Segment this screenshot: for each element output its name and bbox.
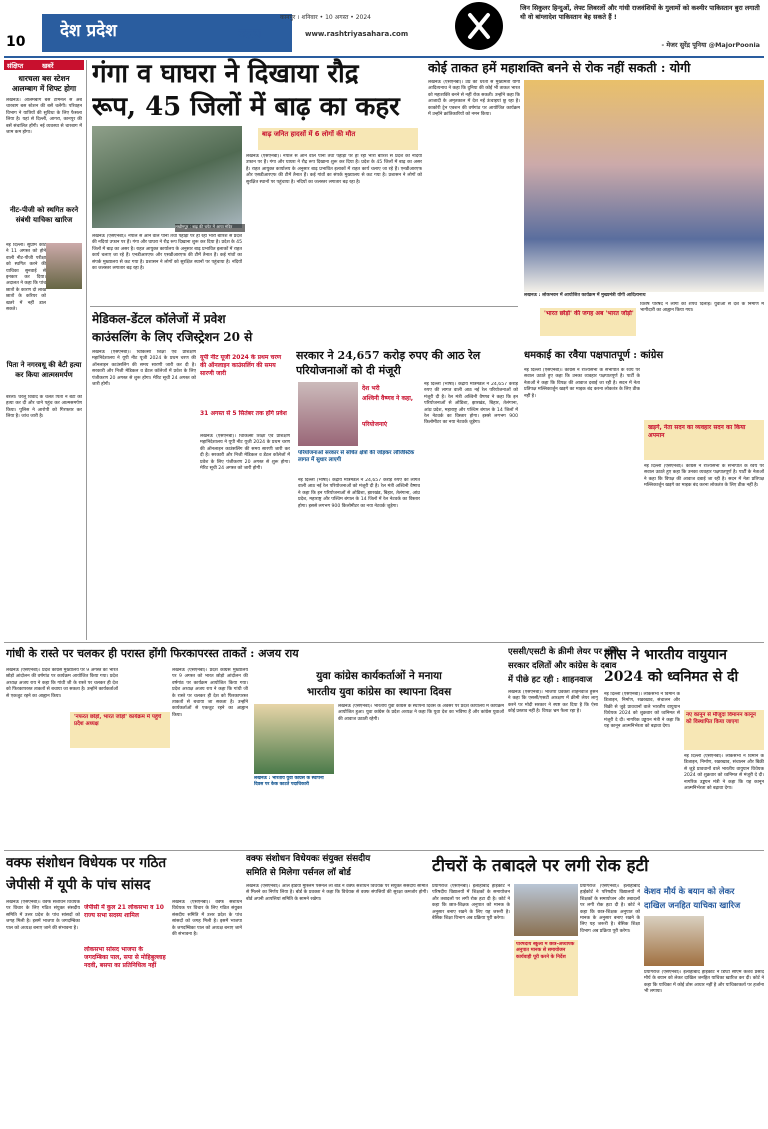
gandhi-headline: गांधी के रास्ते पर चलकर ही परास्त होंगी फिरकापरस्त ताकतें : अजय राय [6, 647, 299, 660]
medical-body-2: लखनऊ (एसएनबी)। चिकित्सा शिक्षा एवं प्रशिक्षण महानिदेशालय ने यूपी नीट यूजी 2024 के प्रथम चरण की ऑनलाइन काउंसलिंग की समय सारणी जारी कर दी है। सरकारी और निजी मेडिकल व डेंटल कॉलेजों में प्रवेश के लिए पंजीकरण 20 अगस्त से शुरू होगा। मेरिट सूची 24 अगस्त को जारी होगी। [200, 434, 290, 472]
keshav-headline-1: केशव मौर्य के बयान को लेकर [644, 886, 735, 896]
flood-headline-1: गंगा व घाघरा ने दिखाया रौद्र [92, 59, 359, 89]
photo-flood-temple [92, 126, 242, 228]
aviation-headline-1: लोस ने भारतीय वायुयान [604, 647, 727, 663]
lower-rule [4, 850, 764, 851]
photo-youth-congress [254, 704, 334, 774]
page-header [0, 0, 768, 56]
x-logo-icon [455, 2, 503, 50]
medical-bullet-1: यूपी नीट यूजी 2024 के प्रथम चरण की ऑनलाइन काउंसलिंग की समय सारणी जारी [200, 354, 282, 377]
yogi-caption: लखनऊ : लोकभवन में आयोजित कार्यक्रम में मुख्यमंत्री योगी आदित्यनाथ [524, 293, 646, 298]
youth-caption: लखनऊ : भारतीय युवा कांग्रेस के स्थापना दिवस पर केक काटते पदाधिकारी [254, 776, 324, 787]
teachers-body-2: प्रयागराज (एसएनबी)। इलाहाबाद हाईकोर्ट ने परिषदीय विद्यालयों में शिक्षकों के समायोजन और तबादलों पर लगी रोक हटा दी है। कोर्ट ने कहा कि छात्र-शिक्षक अनुपात को मानक के अनुसार बनाए रखने के लिए यह जरूरी है। बेसिक शिक्षा विभाग अब प्रक्रिया पूरी करेगा। [580, 884, 640, 934]
project-body: नई दिल्ली (भाषा)। केंद्रीय मंत्रिमंडल ने 24,657 करोड़ रुपए की लागत वाली आठ नई रेल परियोजनाओं को मंजूरी दी है। रेल मंत्री अश्विनी वैष्णव ने कहा कि इन परियोजनाओं से ओडिशा, झारखंड, बिहार, तेलंगाना, आंध्र प्रदेश, महाराष्ट्र और पश्चिम बंगाल के 14 जिलों में रेल नेटवर्क का विस्तार होगा। इससे लगभग 900 किलोमीटर का नया नेटवर्क जुड़ेगा। [298, 478, 420, 509]
brief-item-1-body: लखनऊ। आलमबाग बस टर्मिनल से अब चारबाग बस स्टेशन की बसें चलेंगी। परिवहन विभाग ने यात्रियों की सुविधा के लिए फैसला लिया है। यहां से दिल्ली, आगरा, कानपुर की बसें संचालित होंगी। नई व्यवस्था से चारबाग में जाम कम होगा। [6, 98, 82, 136]
yogi-headline: कोई ताकत हमें महाशक्ति बनने से रोक नहीं सकती : योगी [428, 60, 691, 75]
brief-item-2-headline: नीट-पीजी को स्थगित करने संबंधी याचिका खारिज [9, 205, 79, 224]
sp-headline-1: एससी/एसटी के क्रीमी लेयर पर मोदी [508, 646, 619, 656]
waqf-body: लखनऊ (एसएनबी)। वक्फ संशोधन विधेयक पर विचार के लिए गठित संयुक्त संसदीय समिति में उत्तर प्रदेश के पांच सांसदों को जगह मिली है। इसमें भाजपा के जगदम्बिका पाल को अध्यक्ष बनाए जाने की संभावना है। [6, 900, 80, 931]
aviation-inset: नए कानून से मौजूदा विमानन कानून को विस्थापित किया जाएगा [686, 712, 756, 725]
gandhi-body-2: लखनऊ (एसएनबी)। प्रदेश कांग्रेस मुख्यालय पर 9 अगस्त को भारत छोड़ो आंदोलन की वर्षगांठ पर कार्यक्रम आयोजित किया गया। प्रदेश अध्यक्ष अजय राय ने कहा कि गांधी जी के रास्ते पर चलकर ही देश को फिरकापरस्त ताकतों से बचाया जा सकता है। उन्होंने कार्यकर्ताओं से एकजुट रहने का आह्वान किया। [172, 668, 248, 718]
aviation-body: नई दिल्ली (एसएनबी)। लोकसभा ने विमान के डिजाइन, निर्माण, रखरखाव, संचालन और बिक्री से जुड़े प्रावधानों वाले भारतीय वायुयान विधेयक 2024 को शुक्रवार को ध्वनिमत से मंजूरी दे दी। नागरिक उड्डयन मंत्री ने कहा कि यह कानून आत्मनिर्भरता को बढ़ावा देगा। [604, 692, 680, 730]
waqf-bullet-1: जेपीसी में कुल 21 लोकसभा व 10 राज्य सभा सदस्य शामिल [84, 904, 164, 919]
sp-headline-2: सरकार दलितों और कांग्रेस के दबाव [508, 660, 617, 670]
waqf2-body: लखनऊ (एसएनबी)। ऑल इंडिया मुस्लिम पर्सनल लॉ बोर्ड ने वक्फ संशोधन विधेयक पर संयुक्त संसदीय समिति से मिलने का निर्णय लिया है। बोर्ड के प्रवक्ता ने कहा कि विधेयक से वक्फ संपत्तियों की सुरक्षा कमजोर होगी। बोर्ड अपनी आपत्तियां समिति के सामने रखेगा। [246, 884, 428, 902]
page-number: 10 [6, 34, 26, 50]
aviation-body-2: नई दिल्ली (एसएनबी)। लोकसभा ने विमान के डिजाइन, निर्माण, रखरखाव, संचालन और बिक्री से जुड़े प्रावधानों वाले भारतीय वायुयान विधेयक 2024 को शुक्रवार को ध्वनिमत से मंजूरी दे दी। नागरिक उड्डयन मंत्री ने कहा कि यह कानून आत्मनिर्भरता को बढ़ावा देगा। [684, 754, 764, 792]
yogi-inset: 'भारत छोड़ो' की जगह अब 'भारत जोड़ो' [544, 310, 634, 317]
keshav-headline-2: दाखिल जनहित याचिका खारिज [644, 900, 741, 910]
project-inset-2: अश्विनी वैष्णव ने कहा, [362, 395, 414, 402]
project-body-2: नई दिल्ली (भाषा)। केंद्रीय मंत्रिमंडल ने 24,657 करोड़ रुपए की लागत वाली आठ नई रेल परियोजनाओं को मंजूरी दी है। रेल मंत्री अश्विनी वैष्णव ने कहा कि इन परियोजनाओं से ओडिशा, झारखंड, बिहार, तेलंगाना, आंध्र प्रदेश, महाराष्ट्र और पश्चिम बंगाल के 14 जिलों में रेल नेटवर्क का विस्तार होगा। इससे लगभग 900 किलोमीटर का नया नेटवर्क जुड़ेगा। [424, 382, 518, 426]
sp-body: लखनऊ (एसएनबी)। भाजपा प्रवक्ता शाहनवाज हुसैन ने कहा कि एससी/एसटी आरक्षण में क्रीमी लेयर लागू करने पर मोदी सरकार ने स्पष्ट कर दिया है कि ऐसा कोई प्रस्ताव नहीं है। विपक्ष भ्रम फैला रहा है। [508, 690, 598, 715]
waqf2-headline-2: समिति से मिलेगा पर्सनल लॉ बोर्ड [246, 868, 351, 878]
gandhi-quote: 'नफरत छोड़ो, भारत जोड़ो' कार्यक्रम में पहुंचे प्रदेश अध्यक्ष [74, 714, 162, 728]
brief-item-3-body: बरेली। घरेलू विवाद के चलते पिता ने बेटी की हत्या कर दी और थाने पहुंच कर आत्मसमर्पण किया। पुलिस ने आरोपी को गिरफ्तार कर लिया है। जांच जारी है। [6, 395, 82, 420]
congress-headline: धमकाई का रवैया पक्षपातपूर्ण : कांग्रेस [524, 350, 664, 361]
project-headline: सरकार ने 24,657 करोड़ रुपए की आठ रेल परियोजनाओं को दी मंजूरी [296, 349, 481, 377]
teachers-headline: टीचरों के तबादले पर लगी रोक हटी [432, 856, 649, 876]
brief-column [4, 60, 84, 650]
yogi-body: लखनऊ (एसएनबी)। उप्र की धरती से मुख्यमंत्री योगी आदित्यनाथ ने कहा कि दुनिया की कोई भी ताकत भारत को महाशक्ति बनने से नहीं रोक सकती। उन्होंने कहा कि आजादी के अमृतकाल में देश नई ऊंचाइयां छू रहा है। काकोरी ट्रेन एक्शन की वर्षगांठ पर आयोजित कार्यक्रम में उन्होंने क्रांतिकारियों को नमन किया। [428, 80, 520, 118]
medical-body: लखनऊ (एसएनबी)। चिकित्सा शिक्षा एवं प्रशिक्षण महानिदेशालय ने यूपी नीट यूजी 2024 के प्रथम चरण की ऑनलाइन काउंसलिंग की समय सारणी जारी कर दी है। सरकारी और निजी मेडिकल व डेंटल कॉलेजों में प्रवेश के लिए पंजीकरण 20 अगस्त से शुरू होगा। मेरिट सूची 24 अगस्त को जारी होगी। [92, 350, 196, 388]
aviation-headline-2: 2024 को ध्वनिमत से दी [604, 669, 739, 685]
brand-logo: सहारा [238, 27, 262, 40]
flood-photo-caption: लखीमपुर : बाढ़ की चपेट में आया मंदिर [175, 224, 245, 232]
project-inset-1: देश भरी [362, 385, 380, 392]
photo-vaishnaw [298, 382, 358, 446]
medical-headline-1: मेडिकल-डेंटल कॉलेजों में प्रवेश [92, 312, 226, 326]
keshav-body: प्रयागराज (एसएनबी)। इलाहाबाद हाईकोर्ट ने डिप्टी सीएम केशव प्रसाद मौर्य के बयान को लेकर दाखिल जनहित याचिका खारिज कर दी। कोर्ट ने कहा कि याचिका में कोई ठोस आधार नहीं है और याचिकाकर्ता पर हर्जाना भी लगाया। [644, 970, 764, 995]
flood-body-left: लखनऊ (एसएनबी)। नेपाल से आने वाले पानी तथा पहाड़ों पर हो रही भारी बारिश से प्रदेश की नदियां उफान पर हैं। गंगा और घाघरा ने रौद्र रूप दिखाना शुरू कर दिया है। प्रदेश के 45 जिलों में बाढ़ का असर है। राहत आयुक्त कार्यालय के अनुसार बाढ़ प्रभावित इलाकों में राहत कार्य चलाए जा रहे हैं। एनडीआरएफ और एसडीआरएफ की टीमें तैनात हैं। कई गांवों का संपर्क मुख्यालय से कट गया है। प्रशासन ने लोगों को सुरक्षित स्थानों पर पहुंचाया है। नदियों का जलस्तर लगातार बढ़ रहा है। [92, 234, 242, 272]
waqf-bullet-2: लोकसभा सांसद भाजपा के जगदम्बिका पाल, सपा से मोहिबुल्लाह नदवी, बसपा का प्रतिनिधित्व नहीं [84, 946, 166, 969]
waqf-body-2: लखनऊ (एसएनबी)। वक्फ संशोधन विधेयक पर विचार के लिए गठित संयुक्त संसदीय समिति में उत्तर प्रदेश के पांच सांसदों को जगह मिली है। इसमें भाजपा के जगदम्बिका पाल को अध्यक्ष बनाए जाने की संभावना है। [172, 900, 242, 938]
sp-headline-3: में पीछे हट रही : शाहनवाज [508, 674, 593, 684]
dateline: कानपुर । शनिवार • 10 अगस्त • 2024 [280, 14, 371, 21]
section-title: देश प्रदेश [60, 21, 117, 41]
teachers-inset: परिषदीय स्कूलों में छात्र-अध्यापक अनुपात मानक से समायोजन कार्यवाही पूरी करने के निर्देश [516, 942, 575, 960]
project-inset-3: परियोजनाएं [362, 421, 388, 428]
medical-bullet-2: 31 अगस्त से 5 सितंबर तक होंगे प्रवेश [200, 410, 287, 417]
flood-body: लखनऊ (एसएनबी)। नेपाल से आने वाले पानी तथा पहाड़ों पर हो रही भारी बारिश से प्रदेश की नदियां उफान पर हैं। गंगा और घाघरा ने रौद्र रूप दिखाना शुरू कर दिया है। प्रदेश के 45 जिलों में बाढ़ का असर है। राहत आयुक्त कार्यालय के अनुसार बाढ़ प्रभावित इलाकों में राहत कार्य चलाए जा रहे हैं। एनडीआरएफ और एसडीआरएफ की टीमें तैनात हैं। कई गांवों का संपर्क मुख्यालय से कट गया है। प्रशासन ने लोगों को सुरक्षित स्थानों पर पहुंचाया है। नदियों का जलस्तर लगातार बढ़ रहा है। [246, 154, 422, 185]
waqf2-headline-1: वक्फ संशोधन विधेयकः संयुक्त संसदीय [246, 854, 371, 864]
brief-divider [86, 60, 87, 640]
photo-court [46, 243, 82, 289]
teachers-body: प्रयागराज (एसएनबी)। इलाहाबाद हाईकोर्ट ने परिषदीय विद्यालयों में शिक्षकों के समायोजन और तबादलों पर लगी रोक हटा दी है। कोर्ट ने कहा कि छात्र-शिक्षक अनुपात को मानक के अनुसार बनाए रखने के लिए यह जरूरी है। बेसिक शिक्षा विभाग अब प्रक्रिया पूरी करेगा। [432, 884, 510, 922]
mid-rule [4, 642, 764, 643]
medical-top-rule [90, 306, 518, 307]
yogi-body-2: विशेष परिषद ने लोगों को शपथ दिलाई। युवाओं से देश के निर्माण में भागीदारी का आह्वान किया गया। [640, 302, 764, 314]
waqf-headline-2: जेपीसी में यूपी के पांच सांसद [6, 877, 151, 893]
brief-item-1-headline: धारचला बस स्टेशन आलम्बाग में शिफ्ट होगा [11, 74, 77, 93]
youth-body: लखनऊ (एसएनबी)। भारतीय युवा कांग्रेस के स्थापना दिवस के अवसर पर प्रदेश कार्यालय में कार्यक्रम आयोजित हुआ। युवा कांग्रेस के प्रदेश अध्यक्ष ने कहा कि युवा देश का भविष्य हैं और कांग्रेस युवाओं की आवाज उठाती रहेगी। [338, 704, 504, 722]
gandhi-body: लखनऊ (एसएनबी)। प्रदेश कांग्रेस मुख्यालय पर 9 अगस्त को भारत छोड़ो आंदोलन की वर्षगांठ पर कार्यक्रम आयोजित किया गया। प्रदेश अध्यक्ष अजय राय ने कहा कि गांधी जी के रास्ते पर चलकर ही देश को फिरकापरस्त ताकतों से बचाया जा सकता है। उन्होंने कार्यकर्ताओं से एकजुट रहने का आह्वान किया। [6, 668, 118, 699]
project-caption: परियोजनाओं सरकार से संचित क्षेत्रों की जोड़कर लॉजिस्टिक लागत में सुधार लाएगी [298, 450, 415, 463]
youth-headline-2: भारतीय युवा कांग्रेस का स्थापना दिवस [306, 686, 452, 698]
youth-headline-1: युवा कांग्रेस कार्यकर्ताओं ने मनाया [316, 670, 442, 682]
flood-inset: बाढ़ जनित हादसों में 6 लोगों की मौत [262, 130, 356, 138]
flood-headline-2: रूप, 45 जिलों में बाढ़ का कहर [92, 92, 400, 122]
brief-tag: संक्षिप्त [7, 62, 24, 69]
congress-body-2: नई दिल्ली (एसएनबी)। कांग्रेस ने राज्यसभा के सभापति के रवैये पर सवाल उठाते हुए कहा कि उनका व्यवहार पक्षपातपूर्ण है। पार्टी के नेताओं ने कहा कि विपक्ष की आवाज दबाई जा रही है। सदन में नेता प्रतिपक्ष मल्लिकार्जुन खड़गे का माइक बंद करना लोकतंत्र के लिए ठीक नहीं है। [644, 464, 764, 489]
photo-yogi-event [524, 80, 764, 292]
medical-headline-2: काउंसलिंग के लिए रजिस्ट्रेशन 20 से [92, 330, 253, 344]
congress-inset: खड़गे, नेता सदन का व्यवहार सदन का किया अपमान [648, 424, 746, 439]
brief-tag-2: खबरें [42, 62, 54, 69]
photo-classroom [514, 884, 578, 936]
brief-item-3-headline: पिता ने नगरवधू की बेटी हत्या कर किया आत्मसमर्पण [6, 360, 82, 379]
congress-body: नई दिल्ली (एसएनबी)। कांग्रेस ने राज्यसभा के सभापति के रवैये पर सवाल उठाते हुए कहा कि उनका व्यवहार पक्षपातपूर्ण है। पार्टी के नेताओं ने कहा कि विपक्ष की आवाज दबाई जा रही है। सदन में नेता प्रतिपक्ष मल्लिकार्जुन खड़गे का माइक बंद करना लोकतंत्र के लिए ठीक नहीं है। [524, 368, 640, 399]
brief-item-2-body: नई दिल्ली। सुप्रीम कोर्ट ने 11 अगस्त को होने वाली नीट-पीजी परीक्षा को स्थगित करने की याचिका सुनवाई से इनकार कर दिया। अदालत ने कहा कि पांच छात्रों के कारण दो लाख छात्रों के करियर को खतरे में नहीं डाल सकते। [6, 243, 46, 313]
x-quote: जिन सिकुलर हिन्दुओं, लेफ्ट लिबरलों और गांधी राजवंशियों के गुलामों को कश्मीर पाकिस्तान बुरा लगाती थी वो बांग्लादेश पाकिस्तान बेह सकते हैं ! [520, 4, 760, 21]
photo-keshav [644, 916, 704, 966]
website-link[interactable]: www.rashtriyasahara.com [305, 30, 409, 38]
x-author: - मेजर सुरेंद्र पूनिया @MajorPoonia [661, 41, 760, 49]
waqf-headline-1: वक्फ संशोधन विधेयक पर गठित [6, 855, 167, 871]
